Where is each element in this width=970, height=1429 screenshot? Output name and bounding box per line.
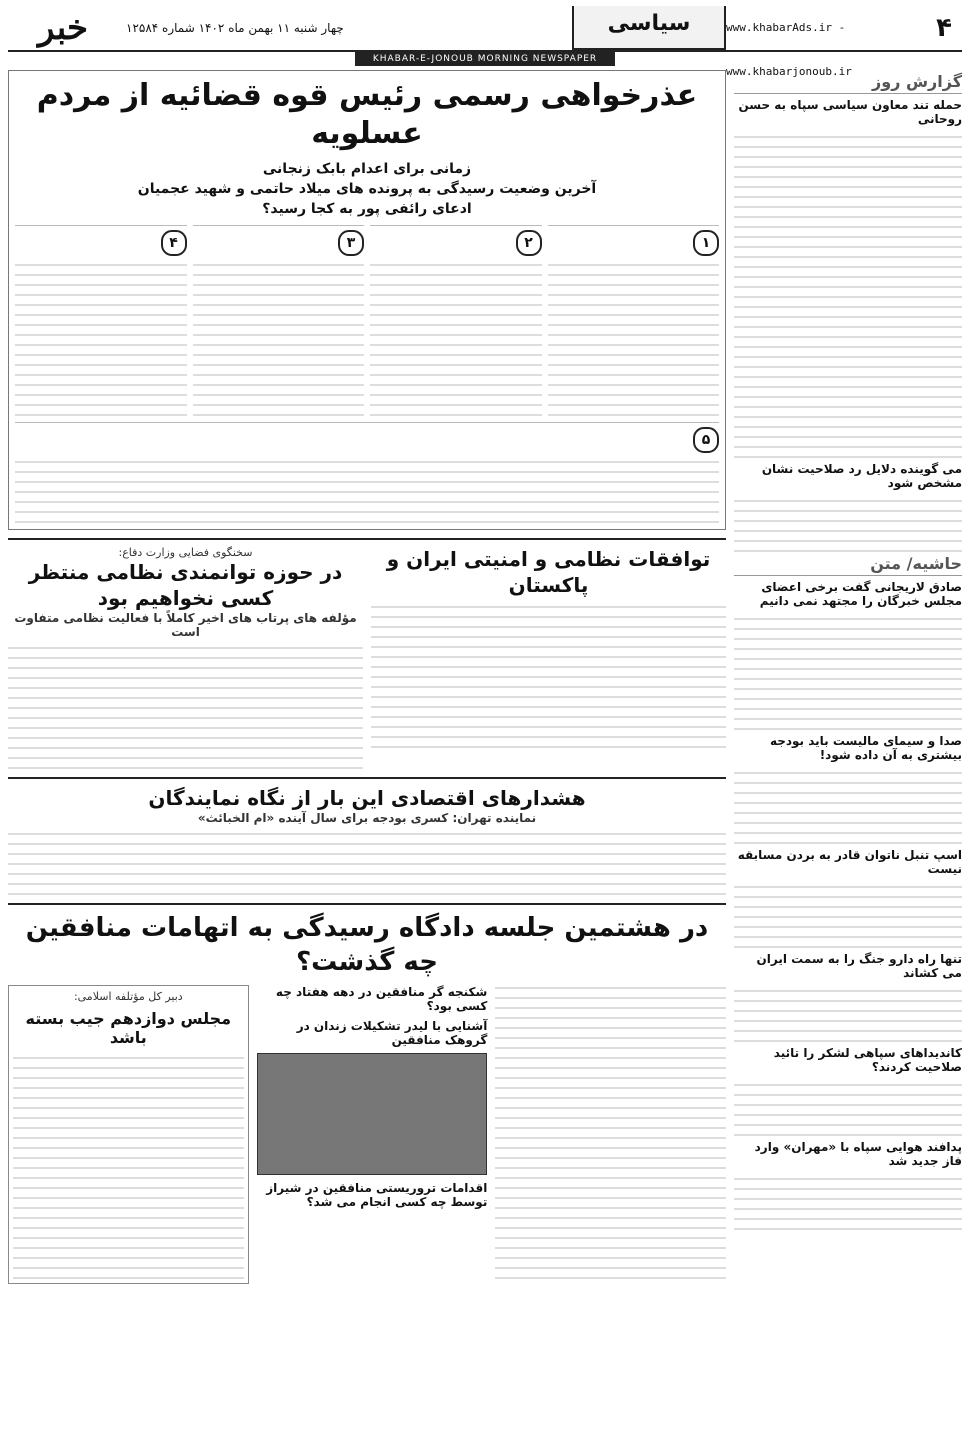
paper-name-bar: KHABAR-E-JONOUB MORNING NEWSPAPER	[355, 52, 615, 66]
body-text	[13, 1049, 244, 1279]
section-number: ۲	[516, 230, 542, 256]
bullet-item: آخرین وضعیت رسیدگی به پرونده های میلاد حاتمی و شهید عجمیان	[137, 181, 597, 197]
body-text	[8, 825, 726, 895]
story-headline[interactable]: توافقات نظامی و امنیتی ایران و پاکستان	[386, 547, 711, 597]
lead-story	[8, 70, 726, 530]
section-number: ۴	[161, 230, 187, 256]
date-issue: چهار شنبه ۱۱ بهمن ماه ۱۴۰۲ شماره ۱۲۵۸۴	[126, 21, 344, 35]
numbered-section	[370, 225, 542, 416]
body-text	[548, 256, 720, 416]
side-story	[8, 985, 249, 1284]
numbered-section	[15, 422, 719, 523]
body-text	[734, 1076, 962, 1136]
court-story	[8, 903, 726, 1284]
story-kicker: سخنگوی فضایی وزارت دفاع:	[118, 546, 253, 559]
story-pakistan	[371, 546, 726, 769]
snippet-title[interactable]: پدافند هوایی سپاه با «مهران» وارد فاز جدید شد	[754, 1140, 962, 1168]
body-text	[371, 598, 726, 748]
lead-bullets	[15, 159, 719, 219]
inset-title: شکنجه گر منافقین در دهه هفتاد چه کسی بود؟	[275, 985, 488, 1013]
story-headline[interactable]: در حوزه توانمندی نظامی منتظر کسی نخواهیم بود	[28, 560, 343, 610]
main-column	[8, 70, 726, 1284]
courtroom-photo	[257, 1053, 488, 1175]
body-text	[15, 453, 719, 523]
mid-stories	[8, 538, 726, 769]
snippet-title[interactable]: تنها راه دارو جنگ را به سمت ایران می کشاند	[756, 952, 962, 980]
section-number: ۵	[693, 427, 719, 453]
body-text	[495, 979, 726, 1279]
body-text	[734, 610, 962, 730]
snippet-title[interactable]: صادق لاریجانی گفت برخی اعضای مجلس خبرگان را مجتهد نمی دانیم	[759, 580, 962, 608]
numbered-sections	[15, 225, 719, 416]
story-subheadline: نماینده تهران: کسری بودجه برای سال آینده «ام الخبائث»	[197, 811, 537, 825]
snippet-title[interactable]: اسپ تنبل ناتوان قادر به بردن مسابقه نیست	[737, 848, 962, 876]
snippet-title[interactable]: صدا و سیمای مالیست باید بودجه بیشتری به آن داده شود!	[769, 734, 962, 762]
snippet-title[interactable]: حمله تند معاون سیاسی سپاه به حسن روحانی	[738, 98, 962, 126]
story-headline[interactable]: هشدارهای اقتصادی این بار از نگاه نمایندگان	[148, 786, 586, 810]
page-number: ۴	[936, 13, 952, 43]
body-text	[734, 492, 962, 552]
body-text	[734, 764, 962, 844]
section-number: ۱	[693, 230, 719, 256]
body-text	[734, 982, 962, 1042]
column-heading-2: حاشیه/ متن	[734, 552, 962, 576]
story-headline[interactable]: مجلس دوازدهم جیب بسته باشد	[25, 1009, 232, 1047]
newspaper-logo: خبر	[37, 8, 89, 48]
bullet-item: زمانی برای اعدام بابک زنجانی	[262, 161, 472, 177]
website-url[interactable]: www.khabarAds.ir - www.khabarjonoub.ir	[726, 21, 852, 78]
numbered-section	[193, 225, 365, 416]
body-text	[193, 256, 365, 416]
story-defense	[8, 546, 363, 769]
inset-column	[257, 979, 488, 1284]
inset-title: اقدامات تروریستی منافقین در شیراز توسط چه کسی انجام می شد؟	[266, 1181, 488, 1209]
story-kicker: دبیر کل مؤتلفه اسلامی:	[73, 990, 183, 1003]
inset-title: آشنایی با لیدر تشکیلات زندان در گروهک منافقین	[296, 1019, 488, 1047]
body-text	[734, 878, 962, 948]
numbered-section	[548, 225, 720, 416]
body-text	[370, 256, 542, 416]
lead-headline[interactable]: عذرخواهی رسمی رئیس قوه قضائیه از مردم عسلویه	[36, 78, 698, 151]
bullet-item: ادعای رائفی پور به کجا رسید؟	[262, 201, 472, 217]
body-text	[8, 639, 363, 769]
snippet-subtitle[interactable]: می گوینده دلایل رد صلاحیت نشان مشخص شود	[761, 462, 962, 490]
column-heading: گزارش روز	[734, 70, 962, 94]
body-text	[15, 256, 187, 416]
numbered-section	[15, 225, 187, 416]
body-text	[734, 1170, 962, 1230]
right-column	[734, 70, 962, 1284]
body-text	[734, 128, 962, 458]
economy-story	[8, 777, 726, 895]
section-number: ۳	[338, 230, 364, 256]
story-subheadline: مؤلفه های پرتاب های اخیر کاملاً با فعالیت نظامی متفاوت است	[14, 611, 357, 639]
snippet-title[interactable]: کاندیداهای سپاهی لشکر را تائید صلاحیت کردند؟	[773, 1046, 962, 1074]
section-label: سیاسی	[572, 6, 726, 50]
story-headline[interactable]: در هشتمین جلسه دادگاه رسیدگی به اتهامات منافقین چه گذشت؟	[25, 913, 709, 977]
